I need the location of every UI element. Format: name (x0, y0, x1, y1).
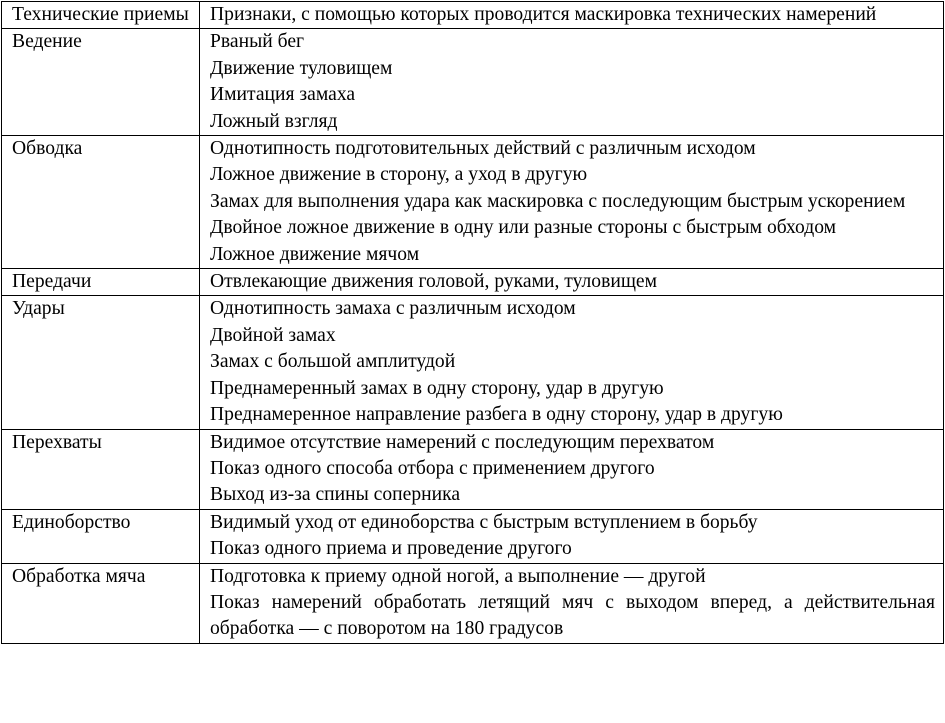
table-row (2, 429, 944, 509)
sign-item: Показ одного способа отбора с применением другого (210, 457, 655, 479)
sign-item: Однотипность подготовительных действий с различным исходом (210, 138, 756, 160)
sign-item: Видимый уход от единоборства с быстрым вступлением в борьбу (210, 511, 758, 533)
sign-item: Двойной замах (210, 324, 336, 346)
sign-item: Отвлекающие движения головой, руками, туловищем (210, 271, 658, 293)
technique-name: Удары (12, 298, 65, 320)
technique-name: Передачи (12, 271, 92, 293)
sign-item: Однотипность замаха с различным исходом (210, 298, 576, 320)
sign-item: Показ намерений обработать летящий мяч с выходом вперед, а действительная обработка — с поворотом на 180 градусов (210, 591, 935, 640)
technique-name: Обводка (12, 138, 83, 160)
technique-name: Перехваты (12, 431, 102, 453)
header-signs-cell (200, 2, 944, 29)
sign-item: Видимое отсутствие намерений с последующим перехватом (210, 431, 715, 453)
table-row (2, 509, 944, 563)
table-row (2, 296, 944, 429)
table-header-row (2, 2, 944, 29)
header-technique: Технические приемы (12, 4, 189, 25)
table-row (2, 563, 944, 643)
sign-item: Движение туловищем (210, 57, 393, 79)
sign-item: Ложное движение мячом (210, 243, 420, 265)
header-technique-cell (2, 2, 200, 29)
sign-item: Преднамеренное направление разбега в одну сторону, удар в другую (210, 404, 783, 426)
table-row (2, 136, 944, 269)
sign-item: Замах с большой амплитудой (210, 351, 456, 373)
sign-item: Замах для выполнения удара как маскировка с последующим быстрым ускорением (210, 190, 906, 212)
sign-item: Показ одного приема и проведение другого (210, 538, 572, 560)
table-row (2, 269, 944, 296)
technique-name: Обработка мяча (12, 565, 146, 587)
sign-item: Подготовка к приему одной ногой, а выполнение — другой (210, 565, 706, 587)
sign-item: Имитация замаха (210, 84, 356, 106)
header-signs: Признаки, с помощью которых проводится маскировка технических намерений (210, 4, 877, 25)
technique-name: Единоборство (12, 511, 131, 533)
sign-item: Ложный взгляд (210, 110, 338, 132)
technique-name: Ведение (12, 31, 82, 53)
sign-item: Рваный бег (210, 31, 305, 53)
table-row (2, 29, 944, 136)
sign-item: Выход из-за спины соперника (210, 484, 461, 506)
sign-item: Двойное ложное движение в одну или разные стороны с быстрым обходом (210, 217, 837, 239)
techniques-table (1, 1, 944, 644)
sign-item: Ложное движение в сторону, а уход в другую (210, 164, 588, 186)
sign-item: Преднамеренный замах в одну сторону, удар в другую (210, 377, 664, 399)
